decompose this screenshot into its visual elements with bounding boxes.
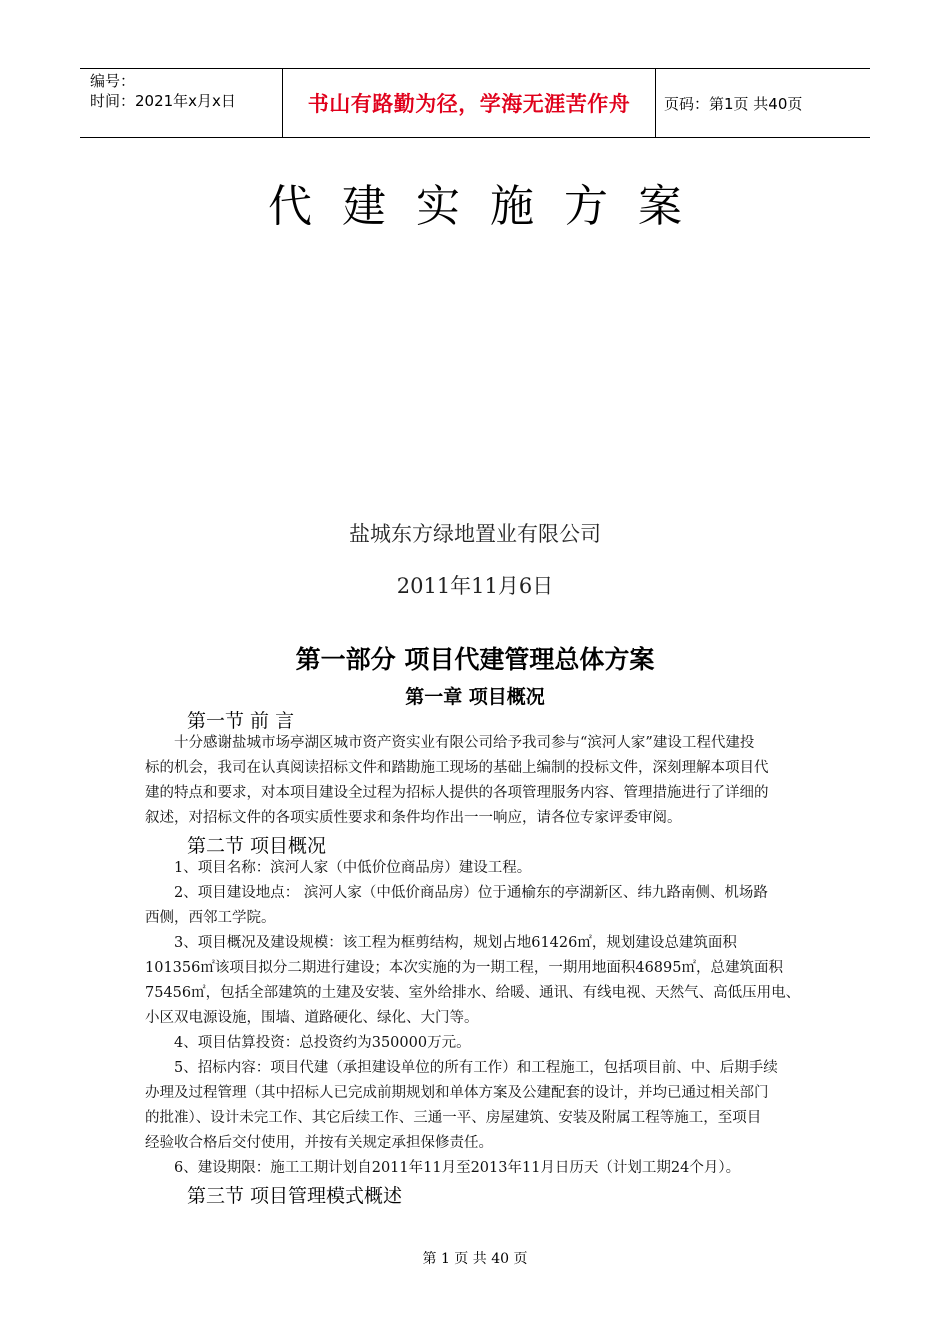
section-heading-preface: 第一节 前 言 (187, 710, 295, 732)
document-time-label: 时间：2021年x月x日 (90, 92, 236, 110)
header-table (80, 68, 870, 138)
header-page-code: 页码：第1页 共40页 (664, 94, 803, 113)
paragraph-item-5 (145, 1056, 817, 1156)
paragraph-line: 小区双电源设施，围墙、道路硬化、绿化、大门等。 (145, 1010, 479, 1026)
paragraph-line: 办理及过程管理（其中招标人已完成前期规划和单体方案及公建配套的设计，并均已通过相关部门 (145, 1085, 769, 1101)
section-heading-management-mode: 第三节 项目管理模式概述 (187, 1185, 403, 1207)
company-name: 盐城东方绿地置业有限公司 (349, 522, 601, 546)
paragraph-item-1 (145, 856, 817, 881)
header-left-cell (80, 69, 282, 137)
paragraph-line: 的批准）、设计未完工作、其它后续工作、三通一平、房屋建筑、安装及附属工程等施工，至项目 (145, 1110, 762, 1126)
document-date: 2011年11月6日 (396, 574, 554, 598)
paragraph-item-6 (145, 1156, 817, 1181)
page-footer: 第 1 页 共 40 页 (422, 1251, 528, 1267)
document-number-label: 编号： (90, 72, 136, 90)
paragraph-line: 75456㎡，包括全部建筑的土建及安装、室外给排水、给暖、通讯、有线电视、天然气、高低压用电、 (145, 985, 801, 1001)
paragraph-line: 101356㎡该项目拟分二期进行建设；本次实施的为一期工程，一期用地面积46895㎡，总建筑面积 (145, 960, 783, 976)
section-heading-overview: 第二节 项目概况 (187, 835, 327, 857)
paragraph-line: 经验收合格后交付使用，并按有关规定承担保修责任。 (145, 1135, 493, 1151)
paragraph-line: 6、建设期限：施工工期计划自2011年11月至2013年11月日历天（计划工期24个月）。 (174, 1160, 741, 1176)
paragraph-line: 5、招标内容：项目代建（承担建设单位的所有工作）和工程施工，包括项目前、中、后期手续 (174, 1060, 778, 1076)
chapter-title: 第一章 项目概况 (405, 686, 545, 708)
header-motto: 书山有路勤为径，学海无涯苦作舟 (282, 69, 656, 137)
paragraph-line: 十分感谢盐城市场亭湖区城市资产资实业有限公司给予我司参与“滨河人家”建设工程代建投 (174, 735, 755, 751)
paragraph-line: 1、项目名称：滨河人家（中低价位商品房）建设工程。 (174, 860, 532, 876)
part-title: 第一部分 项目代建管理总体方案 (295, 645, 655, 674)
paragraph-line: 4、项目估算投资：总投资约为350000万元。 (174, 1035, 471, 1051)
paragraph-item-2 (145, 881, 817, 931)
paragraph-line: 建的特点和要求，对本项目建设全过程为招标人提供的各项管理服务内容、管理措施进行了详细的 (145, 785, 769, 801)
document-title: 代建实施方案 (268, 181, 712, 232)
paragraph-line: 西侧，西邻工学院。 (145, 910, 276, 926)
paragraph-line: 标的机会，我司在认真阅读招标文件和踏勘施工现场的基础上编制的投标文件，深刻理解本项目代 (145, 760, 769, 776)
paragraph-line: 叙述，对招标文件的各项实质性要求和条件均作出一一响应，请各位专家评委审阅。 (145, 810, 682, 826)
paragraph-item-3 (145, 931, 817, 1031)
paragraph-preface (145, 731, 817, 831)
paragraph-line: 3、项目概况及建设规模：该工程为框剪结构，规划占地61426㎡，规划建设总建筑面积 (174, 935, 737, 951)
paragraph-line: 2、项目建设地点： 滨河人家（中低价商品房）位于通榆东的亭湖新区、纬九路南侧、机场路 (174, 885, 768, 901)
paragraph-item-4 (145, 1031, 817, 1056)
